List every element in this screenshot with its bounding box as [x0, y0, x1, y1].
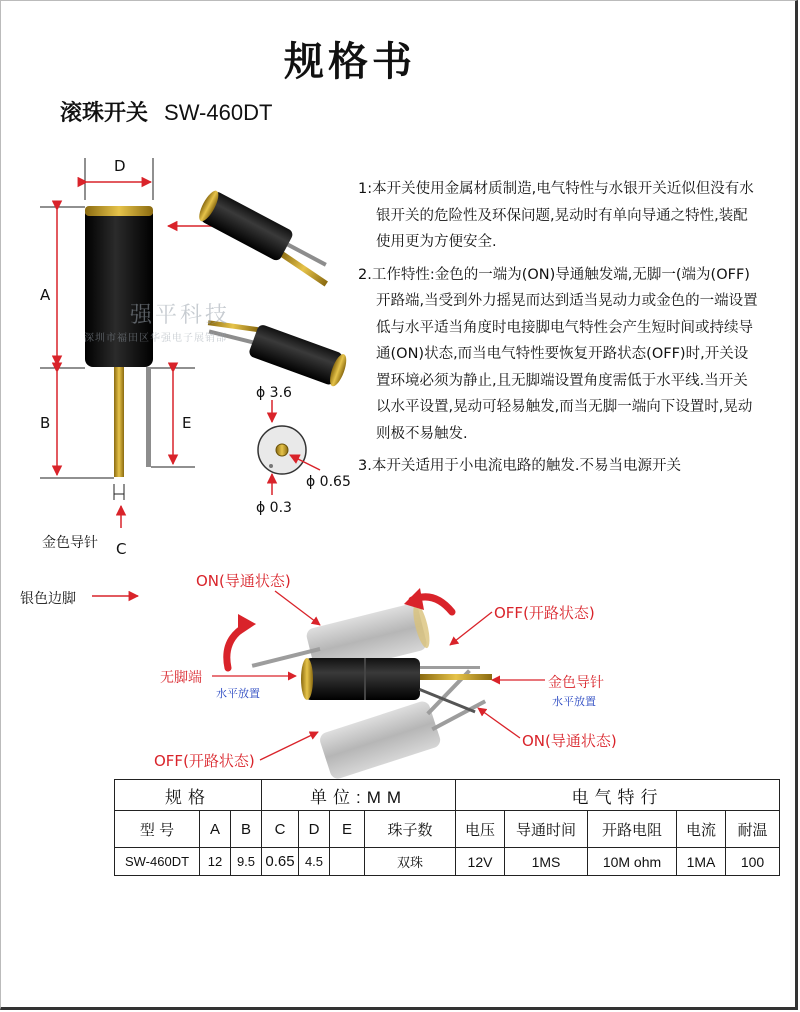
on-state-bottom-label: ON(导通状态) [522, 732, 617, 750]
watermark-sub: 深圳市福田区华强电子展销部 [84, 333, 227, 344]
description-item-3: 3.本开关适用于小电流电路的触发.不易当电源开关 [358, 458, 681, 474]
page-title: 规格书 [284, 38, 416, 85]
column-model: 型 号 [115, 811, 200, 848]
cell-current: 1MA [677, 848, 726, 876]
column-current: 电流 [677, 811, 726, 848]
description-block [358, 176, 758, 486]
horizontal-left-label: 水平放置 [216, 687, 260, 700]
column-voltage: 电压 [456, 811, 505, 848]
on-state-top-label: ON(导通状态) [196, 572, 291, 590]
off-state-right-label: OFF(开路状态) [494, 604, 595, 622]
cell-e [330, 848, 365, 876]
cell-temperature: 100 [726, 848, 780, 876]
cell-a: 12 [200, 848, 231, 876]
column-open-resistance: 开路电阻 [588, 811, 677, 848]
watermark [84, 298, 230, 344]
dimension-label-e: E [182, 414, 192, 432]
column-a: A [200, 811, 231, 848]
electrical-header: 电气特行 [456, 780, 780, 811]
gold-pin-right-label: 金色导针 [548, 675, 604, 691]
product-model: SW-460DT [164, 100, 273, 125]
description-item-2: 2.工作特性:金色的一端为(ON)导通触发端,无脚一(端为(OFF)开路端,当受到外力摇晃而达到适当晃动力或金色的一端设置低与水平适当角度时电接脚电气特性会产生短时间或持续导通(ON)状态,而当电气特性要恢复开路状态(OFF)时,开关设置环境必须为静止,且无脚端设置角度需低于水平线.当开关以水平设置,晃动可轻易触发,而当无脚一端向下设置时,晃动则极不易触发. [358, 266, 758, 442]
spec-table [114, 779, 780, 876]
diameter-label-offset: ϕ 0.3 [256, 500, 292, 516]
diameter-label-outer: ϕ 3.6 [256, 385, 292, 401]
dimension-label-c: C [116, 540, 127, 558]
cell-open-resistance: 10M ohm [588, 848, 677, 876]
gold-pin-label: 金色导针 [42, 535, 98, 551]
horizontal-right-label: 水平放置 [552, 695, 596, 708]
unit-header: 单位:MM [262, 780, 456, 811]
column-d: D [299, 811, 330, 848]
spec-header: 规格 [115, 780, 262, 811]
dimension-label-d: D [114, 157, 126, 175]
column-conduction-time: 导通时间 [505, 811, 588, 848]
cell-bead-count: 双珠 [365, 848, 456, 876]
column-c: C [262, 811, 299, 848]
dimension-label-a: A [40, 286, 51, 304]
dimension-b [40, 372, 114, 478]
silver-pin-label: 银色边脚 [20, 591, 76, 607]
column-b: B [231, 811, 262, 848]
cell-c: 0.65 [262, 848, 299, 876]
dimension-label-b: B [40, 414, 51, 432]
diameter-label-pin: ϕ 0.65 [306, 474, 351, 490]
table-column-row [115, 811, 780, 848]
table-row [115, 848, 780, 876]
cell-d: 4.5 [299, 848, 330, 876]
switch-angled-view [196, 188, 341, 287]
table-header-row [115, 780, 780, 811]
column-e: E [330, 811, 365, 848]
no-pin-end-label: 无脚端 [160, 670, 202, 686]
off-state-bottom-label: OFF(开路状态) [154, 752, 255, 770]
description-item-1: 1:本开关使用金属材质制造,电气特性与水银开关近似但没有水银开关的危险性及环保问题,晃动时有单向导通之特性,装配使用更为方便安全. [358, 181, 754, 250]
cell-b: 9.5 [231, 848, 262, 876]
cell-conduction-time: 1MS [505, 848, 588, 876]
column-temperature: 耐温 [726, 811, 780, 848]
dimension-c [114, 484, 124, 528]
cell-model: SW-460DT [115, 848, 200, 876]
product-name: 滚珠开关 [60, 101, 149, 126]
column-bead-count: 珠子数 [365, 811, 456, 848]
cell-voltage: 12V [456, 848, 505, 876]
watermark-main: 强平科技 [130, 303, 231, 328]
